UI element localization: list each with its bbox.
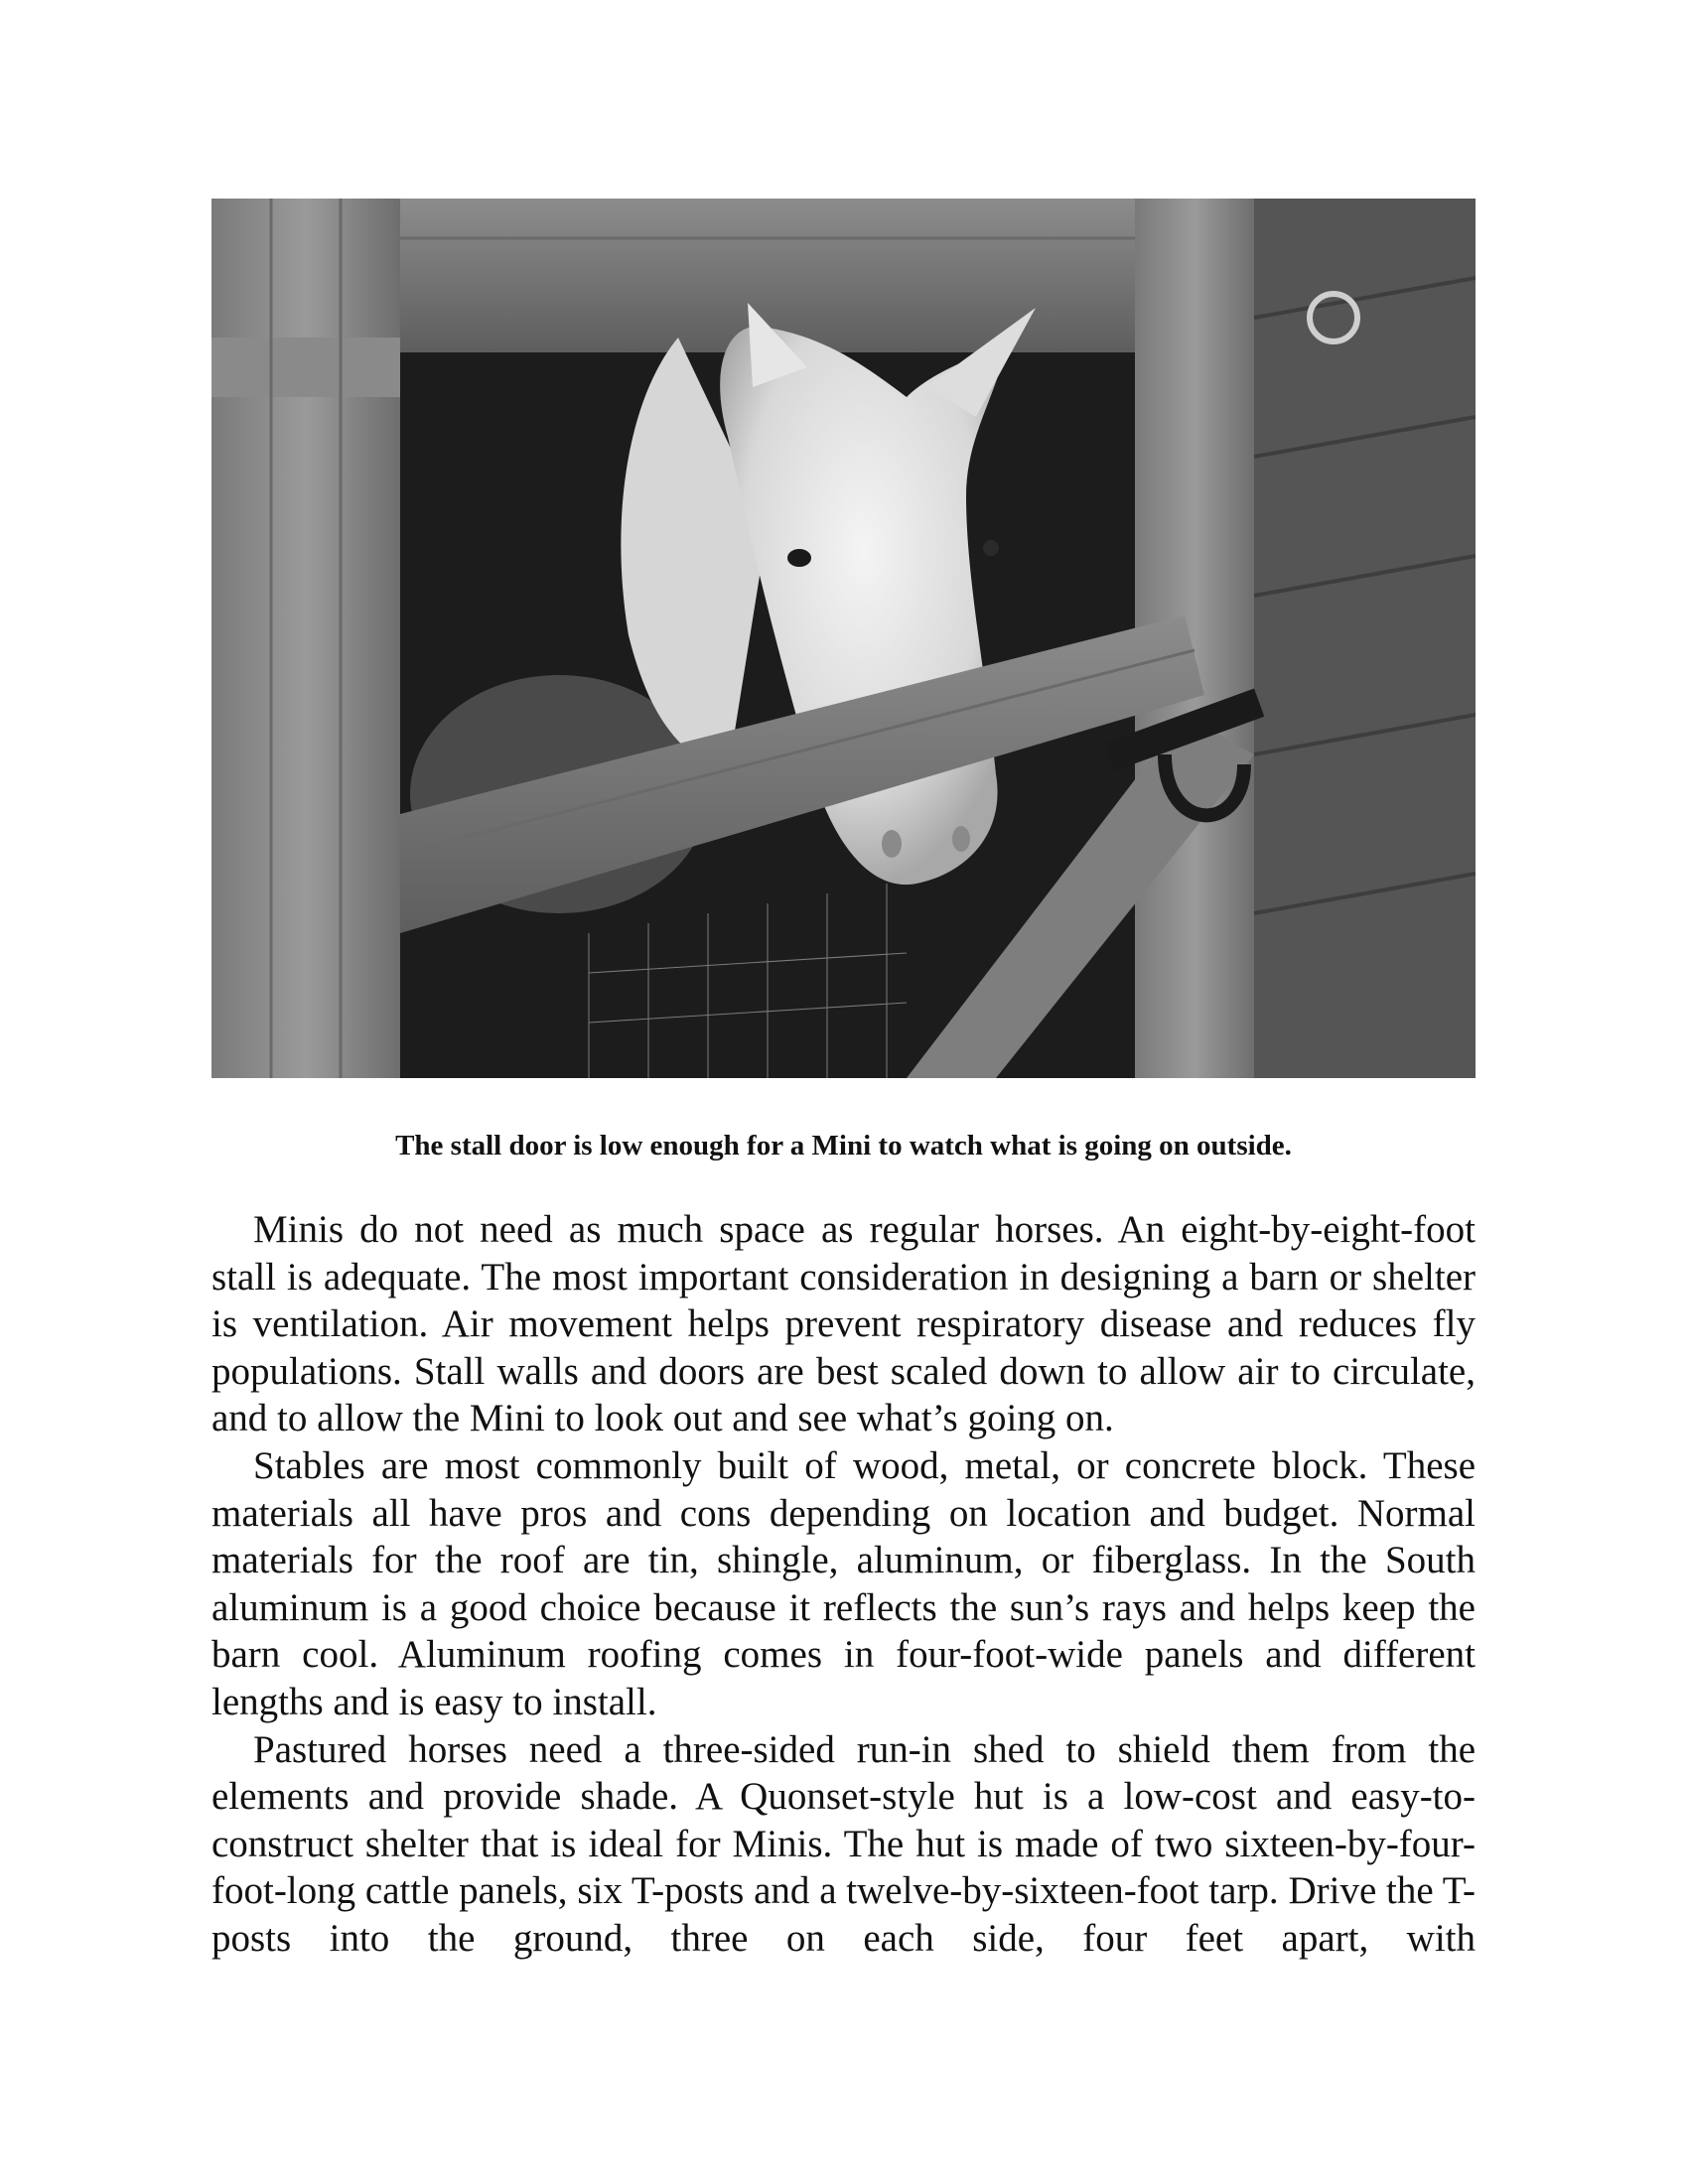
horse-stall-photo: [211, 199, 1476, 1078]
figure-caption: The stall door is low enough for a Mini to watch what is going on outside.: [395, 1130, 1292, 1161]
body-text: [211, 1206, 1476, 1963]
paragraph-3: Pastured horses need a three-sided run-in shed to shield them from the elements and provide shade. A Quonset-style hut is a low-cost and easy-to-construct shelter that is ideal for Minis. The hut is made of two sixteen-by-four-foot-long cattle panels, six T-posts and a twelve-by-sixteen-foot tarp. Drive the T-posts into the ground, three on each side, four feet apart, with: [211, 1727, 1476, 1960]
paragraph-2: Stables are most commonly built of wood, metal, or concrete block. These materials all have pros and cons depending on location and budget. Normal materials for the roof are tin, shingle, aluminum, or fiberglass. In the South aluminum is a good choice because it reflects the sun’s rays and helps keep the barn cool. Aluminum roofing comes in four-foot-wide panels and different lengths and is easy to install.: [211, 1443, 1476, 1723]
paragraph-1: Minis do not need as much space as regular horses. An eight-by-eight-foot stall is adequate. The most important consideration in designing a barn or shelter is ventilation. Air movement helps prevent respiratory disease and reduces fly populations. Stall walls and doors are best scaled down to allow air to circulate, and to allow the Mini to look out and see what’s going on.: [211, 1208, 1476, 1440]
horse-photo-icon: [211, 199, 1476, 1078]
